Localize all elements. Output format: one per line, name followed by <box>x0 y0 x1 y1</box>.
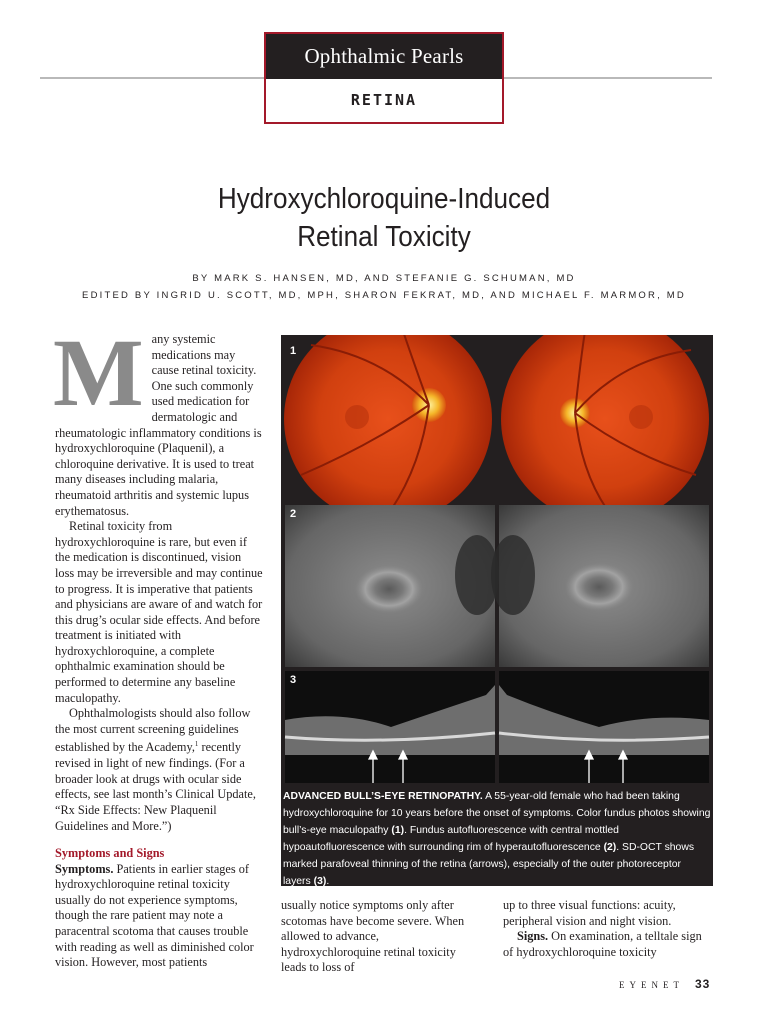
title-line-2: Retinal Toxicity <box>297 221 471 253</box>
bulls-eye-right <box>355 565 423 613</box>
figure-caption: ADVANCED BULL’S-EYE RETINOPATHY. A 55-year-old female who had been taking hydroxychloroquine for 10 years before the onset of symptoms. Color fundus photos showing bull’s-eye maculopathy (1). Fundus autofluorescence with central mottled hypoautofluorescence with surrounding rim of hyperautofluorescence (2). SD-OCT shows marked parafoveal thinning of the retina (arrows), especially of the outer photoreceptor layers (3). <box>283 791 711 887</box>
department-title: Ophthalmic Pearls <box>266 34 502 79</box>
title-line-1: Hydroxychloroquine-Induced <box>217 183 551 215</box>
author-byline: BY MARK S. HANSEN, MD, AND STEFANIE G. SCHUMAN, MD <box>192 273 576 284</box>
panel-3-oct <box>285 671 709 783</box>
footer-brand: EYENET <box>619 980 684 990</box>
signs-paragraph: Signs. On examination, a telltale sign of hydroxychloroquine toxicity <box>503 929 702 959</box>
panel-2-number: 2 <box>290 508 297 520</box>
paragraph-3: Ophthalmologists should also follow the most current screening guidelines established by the Academy,$^1$ recently revised in light of new findings. (For a broader look at drugs with ocular side effects, see last month’s Clinical Update, “Rx Side Effects: New Plaquenil Guidelines and More.”) <box>55 706 256 833</box>
intro-paragraph: Many systemic medications may cause retinal toxicity. One such commonly used medication for dermatologic and rheumatologic inflammatory conditions is hydroxychloroquine (Plaquenil), a chloroquine derivative. It is used to treat many diseases including malaria, rheumatoid arthritis and systemic lupus erythematosus. <box>53 319 262 518</box>
macula-left <box>629 405 653 429</box>
column-2 <box>281 898 481 976</box>
macula-right <box>345 405 369 429</box>
panel-3-number: 3 <box>290 674 297 686</box>
editor-byline: EDITED BY INGRID U. SCOTT, MD, MPH, SHARON FEKRAT, MD, AND MICHAEL F. MARMOR, MD <box>82 290 686 301</box>
column-1 <box>53 319 263 971</box>
department-box <box>264 32 504 124</box>
panel-1-fundus-photos <box>284 335 709 523</box>
column-3-text: up to three visual functions: acuity, peripheral vision and night vision. <box>503 898 676 928</box>
section-label: RETINA <box>350 91 418 109</box>
page-number: 33 <box>695 977 711 991</box>
paragraph-2: Retinal toxicity from hydroxychloroquine is rare, but even if the medication is discontinued, vision loss may be irreversible and may continue to progress. It is imperative that patients and physicians are aware of and watch for this drug’s ocular side effects. And before treatment is initiated with hydroxychloroquine, a complete ophthalmic examination should be performed to determine any baseline maculopathy. <box>55 519 263 705</box>
column-2-text: usually notice symptoms only after scotomas have become severe. When allowed to advance, hydroxychloroquine retinal toxicity leads to loss of <box>281 898 465 975</box>
panel-2-autofluorescence <box>285 505 709 667</box>
section-subhead: Symptoms and Signs <box>55 846 165 861</box>
column-3 <box>503 898 713 960</box>
fundus-right-eye <box>284 335 492 523</box>
footnote-ref: 1 <box>194 740 199 749</box>
panel-1-number: 1 <box>290 345 297 357</box>
fundus-left-eye <box>501 335 709 523</box>
drop-cap: M <box>53 319 144 426</box>
article-title <box>114 180 654 256</box>
disc-shadow-left <box>491 535 535 615</box>
bulls-eye-left <box>565 563 633 611</box>
symptoms-paragraph: Symptoms. Patients in earlier stages of hydroxychloroquine retinal toxicity usually do not experience symptoms, though the rare patient may note a paracentral scotoma that causes trouble with reading as well as diminished color vision. However, most patients <box>55 861 254 970</box>
